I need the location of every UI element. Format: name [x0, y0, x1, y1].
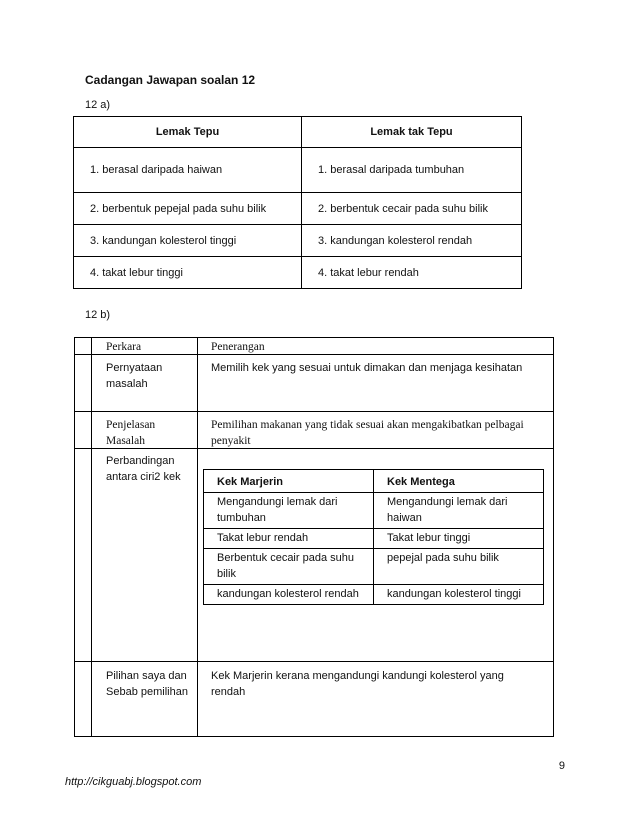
table-cell: kandungan kolesterol tinggi [374, 585, 544, 605]
cake-comparison-table [203, 469, 544, 605]
table-cell: kandungan kolesterol rendah [204, 585, 374, 605]
table-header: Kek Marjerin [204, 470, 374, 493]
column-divider [197, 338, 198, 736]
table-cell: Takat lebur tinggi [374, 529, 544, 549]
table-cell: 2. berbentuk cecair pada suhu bilik [302, 193, 522, 225]
column-divider [91, 338, 92, 736]
table-row [74, 257, 522, 289]
table-row [74, 193, 522, 225]
perkara-cell: Pernyataan masalah [106, 362, 163, 390]
penerangan-cell: Memilih kek yang sesuai untuk dimakan dan menjaga kesihatan [211, 362, 523, 374]
table-header: Kek Mentega [374, 470, 544, 493]
row-divider [75, 661, 553, 662]
perkara-cell: Pilihan saya dan Sebab pemilihan [106, 670, 188, 698]
page-number: 9 [558, 760, 565, 772]
row-divider [75, 354, 553, 355]
penerangan-header: Penerangan [211, 341, 265, 353]
perkara-cell: Penjelasan Masalah [106, 419, 156, 447]
table-cell: Mengandungi lemak dari tumbuhan [204, 493, 374, 529]
part-a-label: 12 a) [85, 99, 111, 111]
table-row [204, 529, 544, 549]
row-divider [75, 411, 553, 412]
penerangan-cell: Kek Marjerin kerana mengandungi kandungi kolesterol yang rendah [211, 670, 504, 698]
problem-solving-table [74, 337, 554, 737]
table-cell: 1. berasal daripada tumbuhan [302, 148, 522, 193]
table-cell: Mengandungi lemak dari haiwan [374, 493, 544, 529]
table-cell: 4. takat lebur tinggi [74, 257, 302, 289]
perkara-cell: Perbandingan antara ciri2 kek [106, 455, 181, 483]
table-row [204, 493, 544, 529]
perkara-header: Perkara [106, 341, 142, 353]
fat-comparison-table [73, 116, 522, 289]
part-b-label: 12 b) [85, 309, 111, 321]
table-header: Lemak Tepu [74, 117, 302, 148]
table-cell: pepejal pada suhu bilik [374, 549, 544, 585]
table-row [74, 148, 522, 193]
table-cell: Berbentuk cecair pada suhu bilik [204, 549, 374, 585]
table-cell: 2. berbentuk pepejal pada suhu bilik [74, 193, 302, 225]
table-row [74, 225, 522, 257]
page-title: Cadangan Jawapan soalan 12 [85, 73, 256, 87]
table-cell: 1. berasal daripada haiwan [74, 148, 302, 193]
table-header: Lemak tak Tepu [302, 117, 522, 148]
table-cell: 3. kandungan kolesterol tinggi [74, 225, 302, 257]
footer-url: http://cikguabj.blogspot.com [65, 776, 202, 788]
table-cell: 4. takat lebur rendah [302, 257, 522, 289]
penerangan-cell: Pemilihan makanan yang tidak sesuai akan mengakibatkan pelbagai penyakit [211, 419, 524, 447]
table-cell: 3. kandungan kolesterol rendah [302, 225, 522, 257]
table-cell: Takat lebur rendah [204, 529, 374, 549]
table-row [204, 549, 544, 585]
table-row [204, 585, 544, 605]
